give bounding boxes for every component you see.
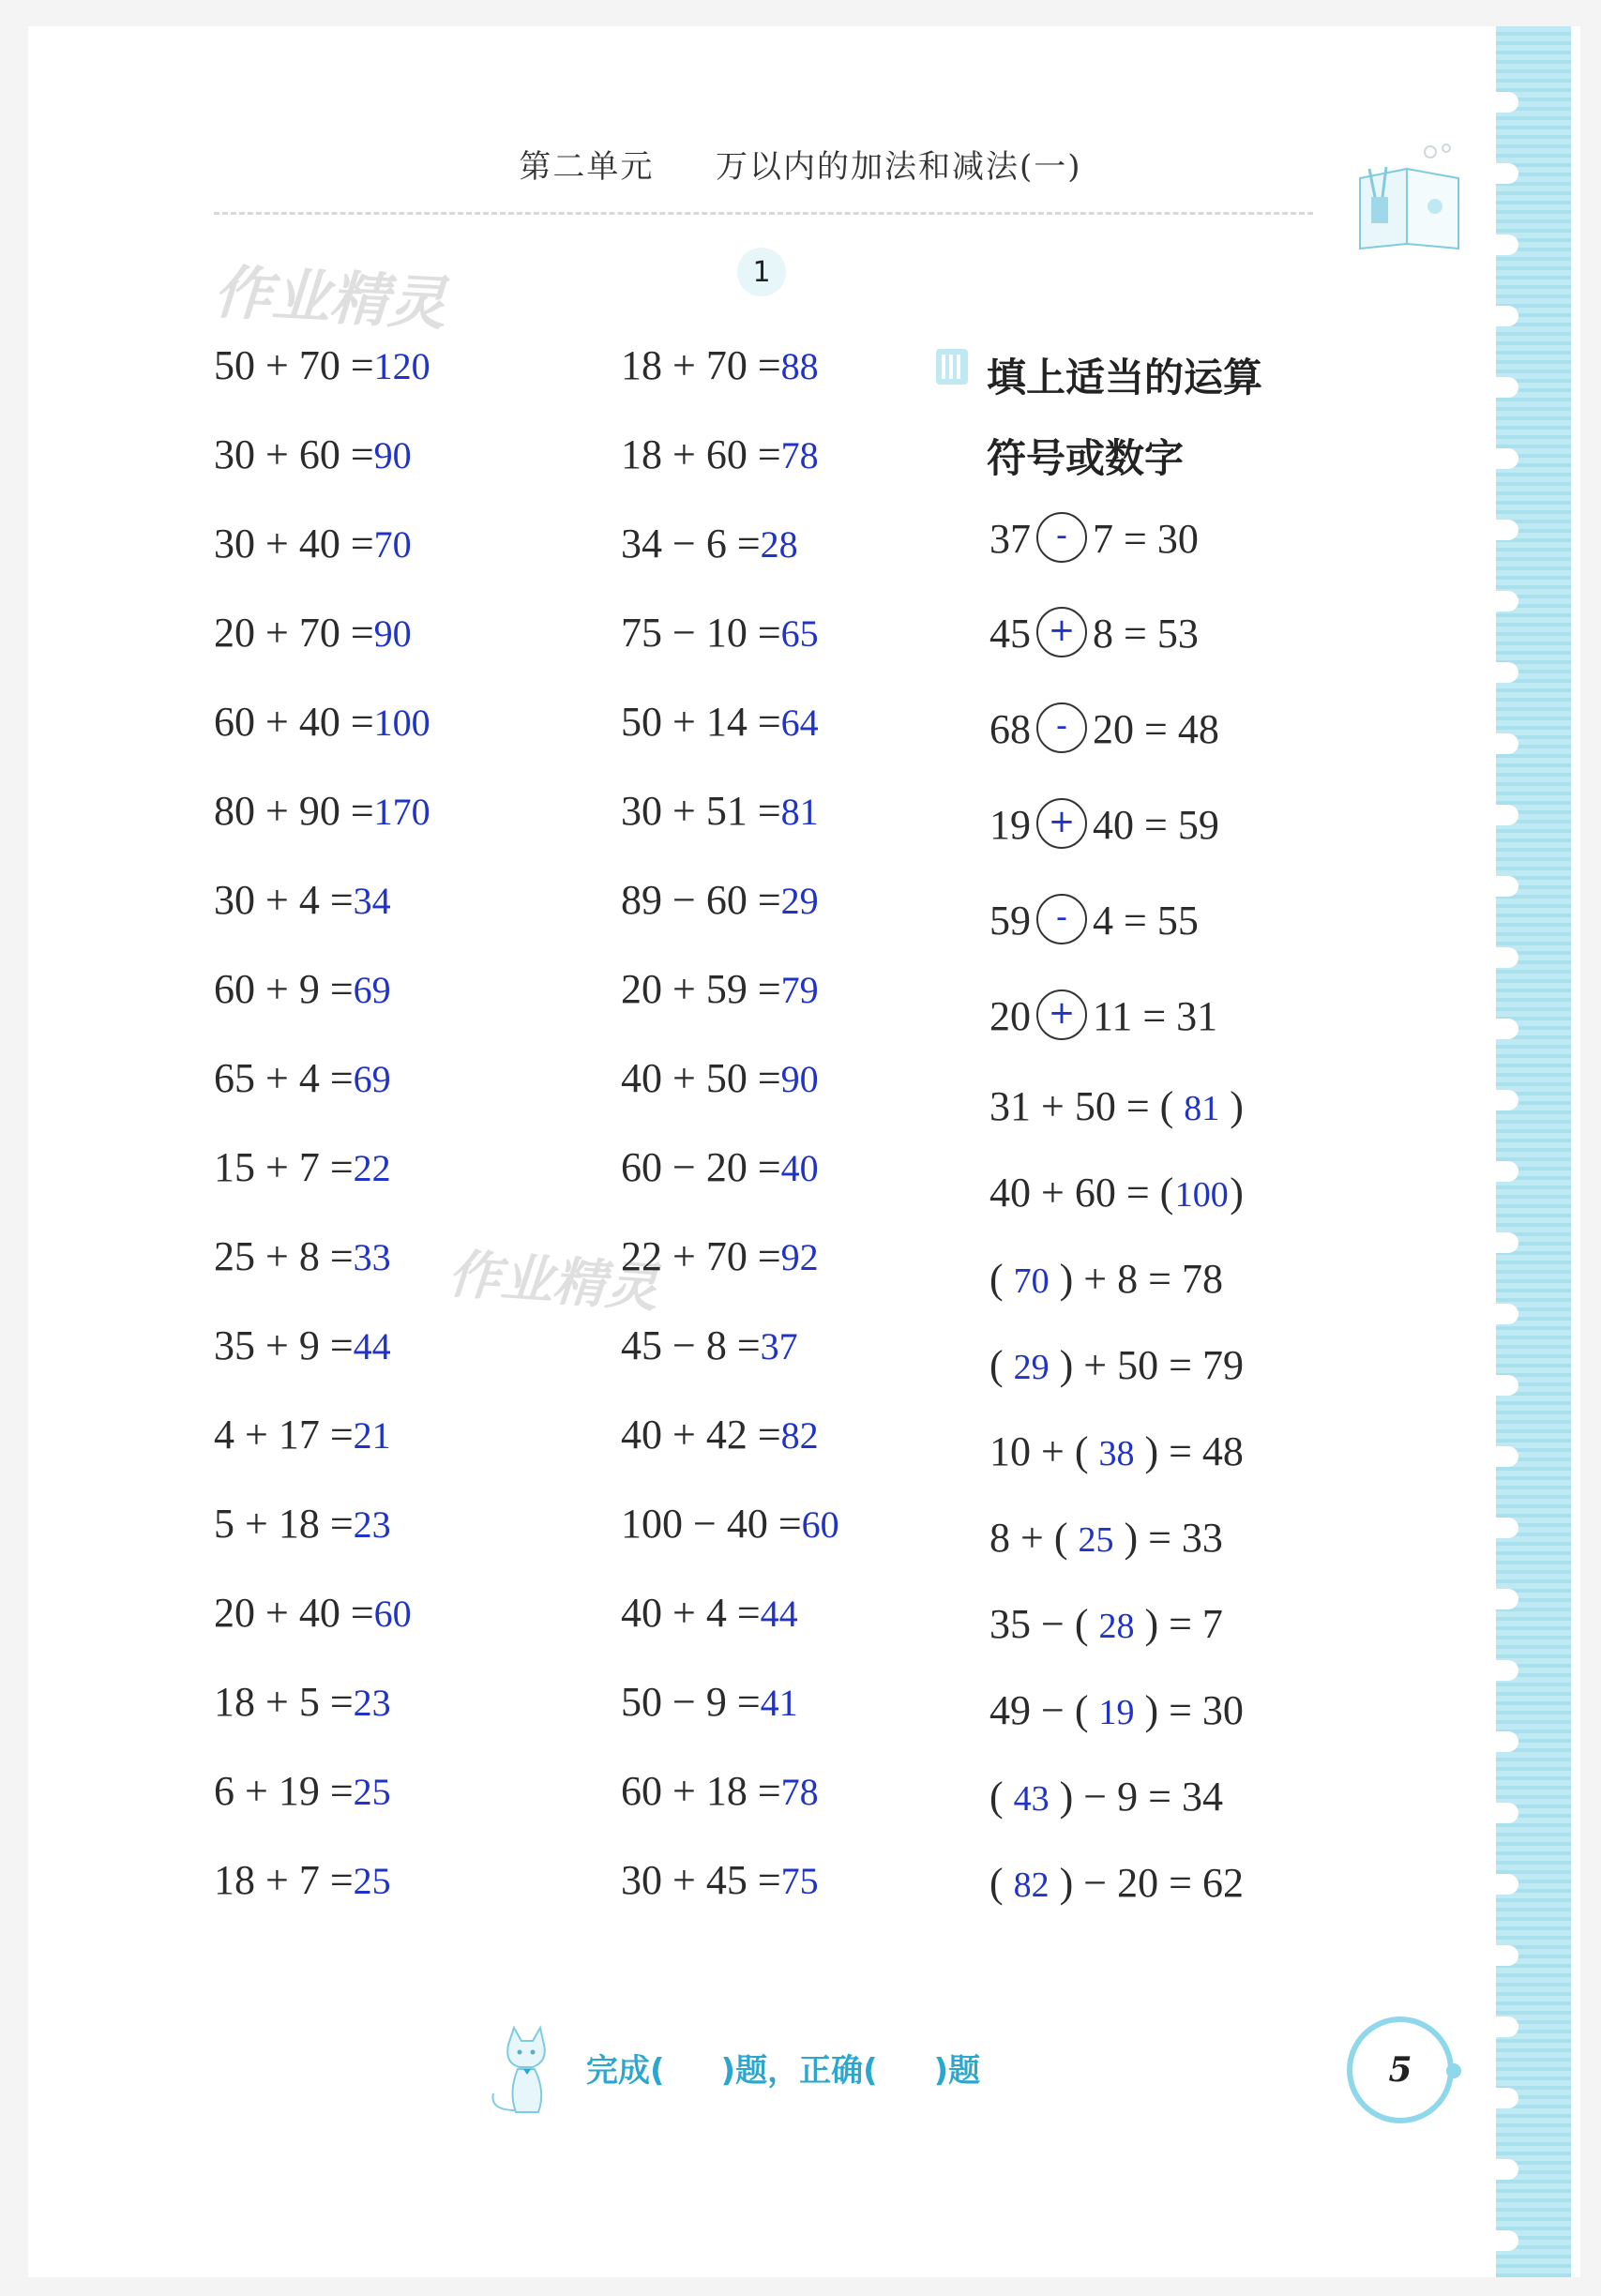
equation-row [621, 1852, 839, 1941]
equation-question: 20 + 59 = [621, 966, 781, 1012]
blank-answer: 70 [1013, 1261, 1050, 1301]
equation-question: 80 + 90 = [214, 788, 374, 834]
equation-row [621, 1140, 839, 1229]
equation-answer: 29 [780, 880, 819, 922]
strip-ring [1481, 1874, 1518, 1895]
equation-answer: 90 [373, 434, 412, 476]
equation-row [621, 516, 839, 605]
strip-ring [1481, 306, 1518, 326]
strip-ring [1481, 1660, 1518, 1681]
strip-ring [1481, 1019, 1518, 1039]
unit-label: 第二单元 [519, 148, 655, 186]
equation-answer: 88 [780, 345, 819, 387]
blank-answer: 38 [1098, 1434, 1135, 1473]
equation-row [214, 1318, 430, 1407]
operator-answer-circle: - [1036, 894, 1087, 944]
strip-ring [1481, 1304, 1518, 1324]
equation-row [621, 783, 839, 872]
strip-ring [1481, 1161, 1518, 1182]
section-heading-line-2: 符号或数字 [987, 435, 1185, 481]
operator-row [989, 893, 1199, 950]
strip-ring [1481, 377, 1518, 398]
equation-answer: 70 [373, 523, 412, 566]
strip-ring [1481, 448, 1518, 469]
section-heading-line-1: 填上适当的运算 [987, 355, 1263, 400]
blank-row [989, 1424, 1244, 1482]
blank-before: 8 + ( [989, 1515, 1068, 1561]
completion-footer [586, 2045, 980, 2091]
equation-row [214, 605, 430, 694]
blank-answer: 100 [1174, 1175, 1229, 1215]
strip-ring [1481, 1803, 1518, 1823]
equation-row [214, 1852, 430, 1941]
equation-column-2 [621, 338, 839, 1941]
equation-row [214, 1050, 430, 1140]
equation-answer: 64 [780, 702, 819, 744]
equation-answer: 28 [760, 523, 798, 566]
blank-after: ) = 48 [1144, 1428, 1244, 1474]
exercise-number-badge: 1 [737, 248, 786, 296]
equation-row [214, 1140, 430, 1229]
equation-answer: 69 [353, 1058, 391, 1100]
strip-ring [1481, 733, 1518, 754]
watermark: 作业精灵 [446, 1244, 660, 1320]
blank-answer: 19 [1098, 1693, 1135, 1732]
blank-before: 35 − ( [989, 1601, 1089, 1647]
equation-answer: 78 [780, 434, 819, 476]
equation-question: 30 + 51 = [621, 788, 781, 834]
operator-left-number: 20 [989, 993, 1031, 1039]
operator-row [989, 511, 1199, 568]
equation-answer: 90 [780, 1058, 819, 1100]
blank-after: ) [1230, 1170, 1244, 1216]
equation-question: 5 + 18 = [214, 1501, 354, 1547]
strip-ring [1481, 1518, 1518, 1538]
strip-ring [1481, 2230, 1518, 2251]
operator-answer-circle: - [1036, 702, 1087, 753]
equation-answer: 44 [760, 1593, 798, 1635]
strip-ring [1481, 662, 1518, 683]
equation-answer: 60 [801, 1503, 839, 1546]
blank-after: ) − 20 = 62 [1059, 1860, 1244, 1906]
equation-row [214, 1229, 430, 1318]
blank-before: 10 + ( [989, 1428, 1089, 1474]
operator-row [989, 606, 1199, 663]
strip-ring [1481, 2159, 1518, 2180]
equation-row [621, 1585, 839, 1674]
operator-right-part: 40 = 59 [1093, 802, 1219, 848]
equation-answer: 90 [373, 612, 412, 655]
equation-row [214, 427, 430, 516]
blank-after: ) + 50 = 79 [1059, 1342, 1244, 1388]
operator-right-part: 8 = 53 [1093, 611, 1199, 657]
blank-after: ) = 7 [1144, 1601, 1223, 1647]
equation-row [214, 872, 430, 961]
equation-row [621, 694, 839, 783]
equation-question: 60 + 9 = [214, 966, 354, 1012]
operator-left-number: 68 [989, 706, 1031, 752]
blank-row [989, 1769, 1223, 1827]
blank-row [989, 1596, 1223, 1654]
blank-before: 40 + 60 = ( [989, 1170, 1174, 1216]
strip-ring [1481, 1589, 1518, 1609]
book-illustration-icon [1341, 141, 1482, 253]
strip-ring [1481, 591, 1518, 612]
blank-before: 31 + 50 = ( [989, 1083, 1174, 1129]
equation-question: 30 + 40 = [214, 521, 374, 566]
operator-left-number: 19 [989, 802, 1031, 848]
equation-question: 40 + 4 = [621, 1590, 761, 1636]
equation-column-1 [214, 338, 430, 1941]
blank-after: ) [1230, 1083, 1244, 1129]
blank-before: ( [989, 1256, 1004, 1302]
equation-question: 100 − 40 = [621, 1501, 802, 1547]
equation-answer: 65 [780, 612, 819, 655]
strip-ring [1481, 1232, 1518, 1253]
blank-answer: 25 [1078, 1520, 1114, 1560]
equation-row [621, 605, 839, 694]
operator-answer-circle: + [1036, 798, 1087, 849]
blank-row [989, 1165, 1244, 1223]
blank-before: 49 − ( [989, 1687, 1089, 1733]
equation-question: 25 + 8 = [214, 1233, 354, 1279]
blank-answer: 81 [1184, 1089, 1220, 1128]
equation-question: 18 + 60 = [621, 431, 781, 477]
equation-answer: 75 [780, 1860, 819, 1902]
equation-question: 30 + 4 = [214, 877, 354, 923]
blank-after: ) = 30 [1144, 1687, 1244, 1733]
equation-row [621, 1407, 839, 1496]
equation-answer: 41 [760, 1682, 798, 1724]
equation-answer: 34 [353, 880, 391, 922]
operator-right-part: 4 = 55 [1093, 898, 1199, 944]
strip-ring [1481, 1375, 1518, 1396]
equation-row [621, 872, 839, 961]
equation-question: 34 − 6 = [621, 521, 761, 566]
cat-icon [480, 2017, 565, 2120]
equation-question: 40 + 42 = [621, 1412, 781, 1458]
operator-row [989, 989, 1217, 1046]
equation-question: 65 + 4 = [214, 1055, 354, 1101]
equation-answer: 40 [780, 1147, 819, 1189]
blank-before: ( [989, 1774, 1004, 1820]
blank-answer: 29 [1013, 1348, 1050, 1387]
equation-question: 75 − 10 = [621, 610, 781, 656]
operator-answer-circle: + [1036, 607, 1087, 657]
equation-question: 18 + 5 = [214, 1679, 354, 1725]
strip-ring [1481, 1945, 1518, 1966]
equation-question: 15 + 7 = [214, 1144, 354, 1190]
equation-question: 60 + 40 = [214, 699, 374, 745]
equation-question: 60 − 20 = [621, 1144, 781, 1190]
equation-row [214, 1763, 430, 1852]
blank-after: ) + 8 = 78 [1059, 1256, 1223, 1302]
operator-right-part: 7 = 30 [1093, 516, 1199, 562]
equation-row [214, 694, 430, 783]
blank-row [989, 1510, 1223, 1568]
operator-left-number: 45 [989, 611, 1031, 657]
equation-answer: 79 [780, 969, 819, 1011]
blank-after: ) = 33 [1124, 1515, 1223, 1561]
blank-answer: 28 [1098, 1607, 1135, 1646]
equation-row [621, 1050, 839, 1140]
equation-question: 35 + 9 = [214, 1322, 354, 1368]
equation-answer: 100 [373, 702, 430, 744]
operator-answer-circle: + [1036, 989, 1087, 1040]
equation-row [214, 1407, 430, 1496]
equation-row [214, 1496, 430, 1585]
footer-end-label: )题 [933, 2052, 981, 2090]
equation-question: 20 + 40 = [214, 1590, 374, 1636]
equation-question: 20 + 70 = [214, 610, 374, 656]
equation-question: 6 + 19 = [214, 1768, 354, 1814]
footer-correct-label: )题，正确( [720, 2052, 878, 2090]
operator-right-part: 20 = 48 [1093, 706, 1219, 752]
blank-row [989, 1337, 1244, 1396]
equation-answer: 78 [780, 1771, 819, 1813]
blank-row [989, 1079, 1244, 1137]
equation-answer: 81 [780, 791, 819, 833]
equation-question: 89 − 60 = [621, 877, 781, 923]
blank-before: ( [989, 1342, 1004, 1388]
strip-ring [1481, 876, 1518, 897]
equation-question: 30 + 45 = [621, 1857, 781, 1903]
equation-answer: 22 [353, 1147, 391, 1189]
operator-left-number: 59 [989, 898, 1031, 944]
equation-answer: 33 [353, 1236, 391, 1278]
equation-answer: 25 [353, 1771, 391, 1813]
equation-answer: 25 [353, 1860, 391, 1902]
blank-row [989, 1683, 1244, 1741]
equation-row [214, 516, 430, 605]
blank-answer: 43 [1013, 1779, 1050, 1819]
strip-ring [1481, 1731, 1518, 1752]
equation-question: 50 + 14 = [621, 699, 781, 745]
operator-row [989, 702, 1219, 759]
decorative-side-strip [1496, 26, 1571, 2277]
header-divider [214, 212, 1313, 215]
watermark: 作业精灵 [211, 257, 448, 339]
operator-right-part: 11 = 31 [1093, 993, 1218, 1039]
equation-question: 4 + 17 = [214, 1412, 354, 1458]
equation-question: 18 + 7 = [214, 1857, 354, 1903]
equation-question: 50 + 70 = [214, 342, 374, 388]
equation-answer: 120 [373, 345, 430, 387]
equation-row [621, 427, 839, 516]
blank-row [989, 1855, 1244, 1913]
equation-row [214, 338, 430, 427]
equation-answer: 92 [780, 1236, 819, 1278]
section-heading [934, 338, 1262, 499]
equation-answer: 60 [373, 1593, 412, 1635]
blank-answer: 82 [1013, 1866, 1050, 1905]
equation-question: 50 − 9 = [621, 1679, 761, 1725]
strip-ring [1481, 947, 1518, 968]
strip-ring [1481, 520, 1518, 540]
equation-row [214, 783, 430, 872]
strip-ring [1481, 1446, 1518, 1467]
equation-answer: 23 [353, 1503, 391, 1546]
operator-row [989, 797, 1219, 854]
blank-row [989, 1251, 1223, 1309]
equation-question: 18 + 70 = [621, 342, 781, 388]
equation-answer: 23 [353, 1682, 391, 1724]
footer-done-label: 完成( [586, 2052, 665, 2090]
equation-answer: 170 [373, 791, 430, 833]
equation-answer: 44 [353, 1325, 391, 1367]
strip-ring [1481, 805, 1518, 825]
equation-row [621, 1318, 839, 1407]
equation-row [621, 961, 839, 1050]
equation-answer: 82 [780, 1414, 819, 1457]
operator-answer-circle: - [1036, 512, 1087, 563]
strip-ring [1481, 234, 1518, 255]
equation-question: 60 + 18 = [621, 1768, 781, 1814]
equation-question: 30 + 60 = [214, 431, 374, 477]
equation-row [621, 1763, 839, 1852]
equation-question: 22 + 70 = [621, 1233, 781, 1279]
strip-ring [1481, 92, 1518, 113]
strip-ring [1481, 2017, 1518, 2037]
blank-after: ) − 9 = 34 [1059, 1774, 1223, 1820]
equation-row [621, 1229, 839, 1318]
equation-answer: 69 [353, 969, 391, 1011]
equation-row [621, 1674, 839, 1763]
operator-left-number: 37 [989, 516, 1031, 562]
equation-row [621, 338, 839, 427]
blank-before: ( [989, 1860, 1004, 1906]
strip-ring [1481, 1090, 1518, 1110]
strip-ring [1481, 2088, 1518, 2108]
equation-question: 40 + 50 = [621, 1055, 781, 1101]
equation-question: 45 − 8 = [621, 1322, 761, 1368]
equation-answer: 21 [353, 1414, 391, 1457]
equation-row [214, 1674, 430, 1763]
equation-row [214, 1585, 430, 1674]
equation-answer: 37 [760, 1325, 798, 1367]
equation-row [621, 1496, 839, 1585]
unit-title: 万以内的加法和减法(一) [716, 148, 1082, 186]
equation-row [214, 961, 430, 1050]
page-number: 5 [1347, 2017, 1454, 2123]
